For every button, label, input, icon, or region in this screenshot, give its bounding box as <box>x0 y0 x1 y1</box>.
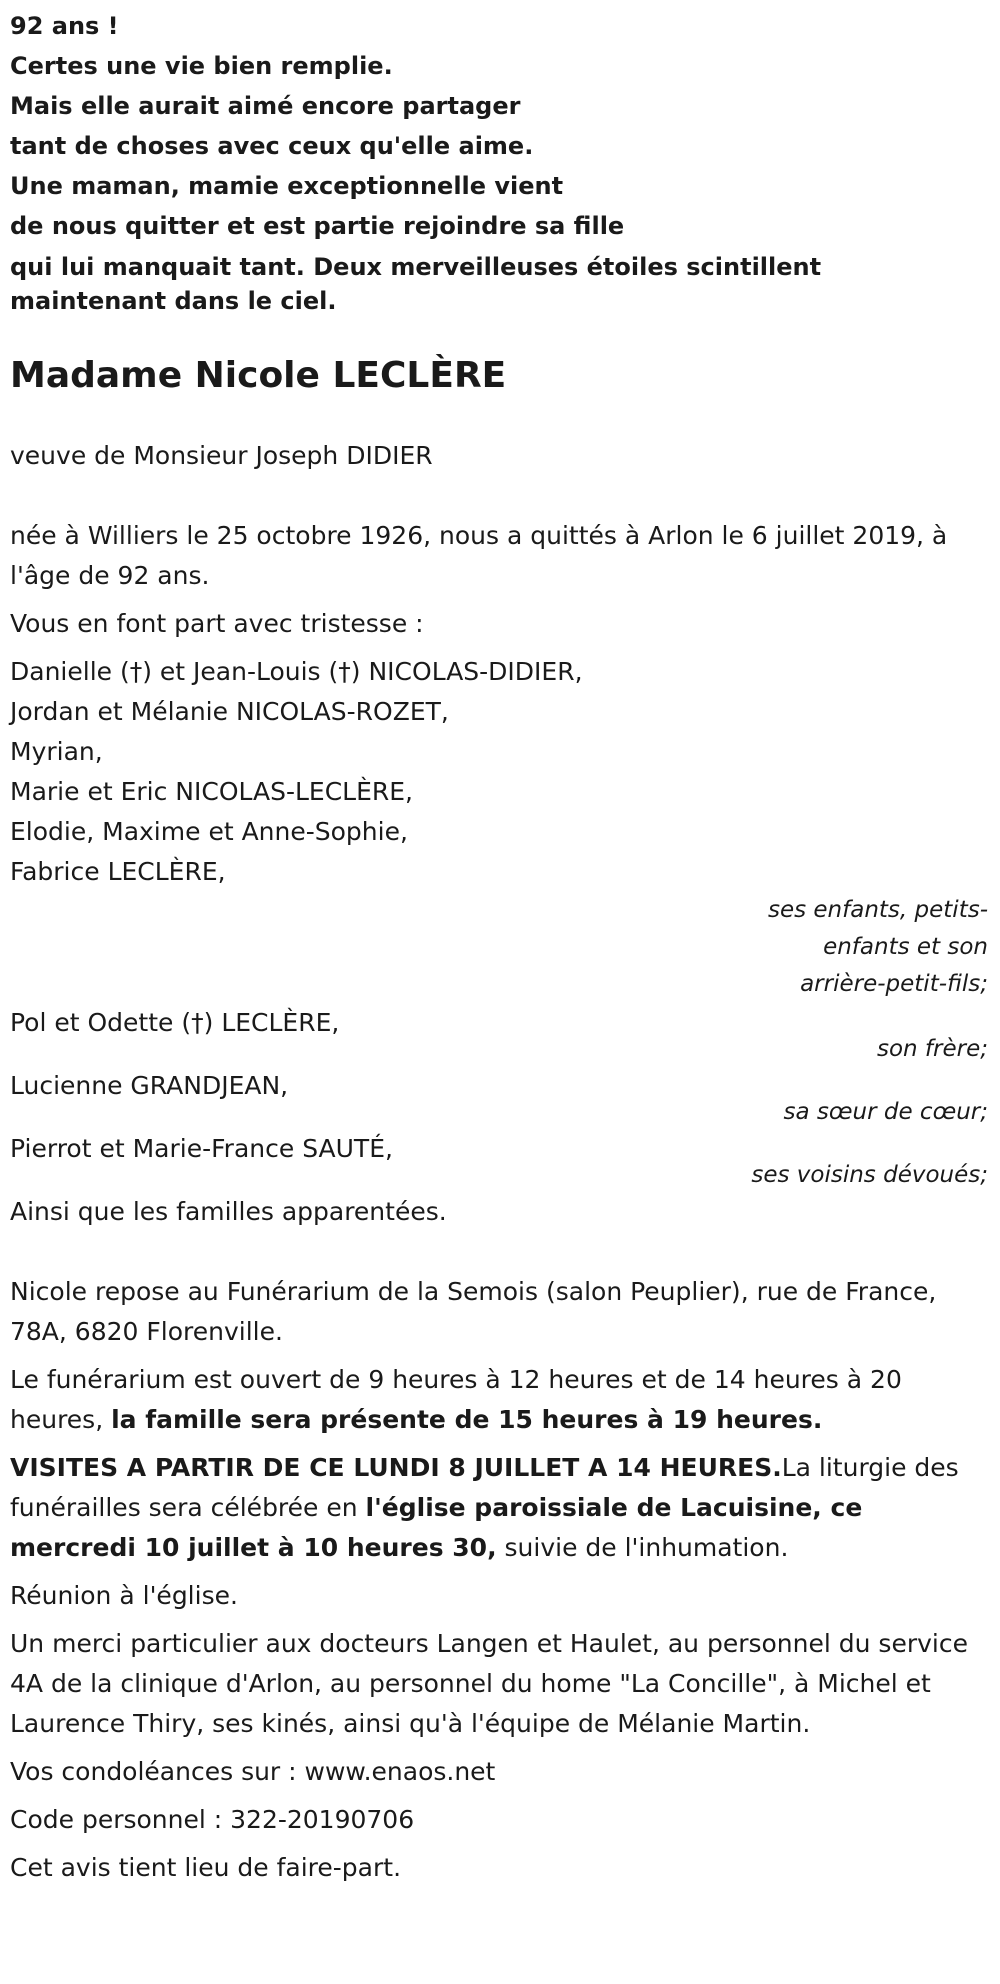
relative-name: Pierrot et Marie-France SAUTÉ, <box>10 1134 393 1163</box>
opening-paragraph <box>10 1360 990 1440</box>
liturgy-bold: l'église paroissiale de Lacuisine, ce mercredi 10 juillet à 10 heures 30, <box>10 1493 863 1562</box>
list-item: Elodie, Maxime et Anne-Sophie, <box>10 817 408 846</box>
widow-line: veuve de Monsieur Joseph DIDIER <box>10 441 433 470</box>
intro-line: qui lui manquait tant. Deux merveilleuses étoiles scintillent <box>10 253 822 281</box>
intro-line: Certes une vie bien remplie. <box>10 52 393 80</box>
reunion-line: Réunion à l'église. <box>10 1581 238 1610</box>
relative-row <box>10 1003 988 1066</box>
relative-row <box>10 1129 988 1192</box>
list-item: Marie et Eric NICOLAS-LECLÈRE, <box>10 777 414 806</box>
relative-role: ses voisins dévoués; <box>751 1162 988 1188</box>
intro-line: maintenant dans le ciel. <box>10 287 337 315</box>
intro-line: Une maman, mamie exceptionnelle vient <box>10 172 564 200</box>
relative-role: son frère; <box>876 1036 988 1062</box>
relative-role: sa sœur de cœur; <box>783 1099 988 1125</box>
children-role <box>10 892 988 1003</box>
list-item: Myrian, <box>10 737 103 766</box>
intro-line: de nous quitter et est partie rejoindre sa fille <box>10 212 625 240</box>
list-item: Danielle (†) et Jean-Louis (†) NICOLAS-DIDIER, <box>10 657 583 686</box>
liturgy-end: suivie de l'inhumation. <box>496 1533 789 1562</box>
thanks-paragraph: Un merci particulier aux docteurs Langen et Haulet, au personnel du service 4A de la clinique d'Arlon, au personnel du home "La Concille", à Michel et Laurence Thiry, ses kinés, ainsi qu'à l'équipe de Mélanie Martin. <box>10 1629 968 1738</box>
list-item: Jordan et Mélanie NICOLAS-ROZET, <box>10 697 449 726</box>
repose-paragraph: Nicole repose au Funérarium de la Semois (salon Peuplier), rue de France, 78A, 6820 Florenville. <box>10 1277 937 1346</box>
families-line: Ainsi que les familles apparentées. <box>10 1197 447 1226</box>
intro-line: tant de choses avec ceux qu'elle aime. <box>10 132 534 160</box>
intro-line: Mais elle aurait aimé encore partager <box>10 92 521 120</box>
funeral-paragraph <box>10 1448 990 1568</box>
liturgy-text: La liturgie des funérailles sera célébrée en <box>10 1453 959 1522</box>
deceased-name: Madame Nicole LECLÈRE <box>10 355 507 396</box>
birth-death-line: née à Williers le 25 octobre 1926, nous a quittés à Arlon le 6 juillet 2019, à l'âge de 92 ans. <box>10 521 948 590</box>
children-list <box>10 652 990 892</box>
intro-verse <box>10 6 990 316</box>
relative-name: Pol et Odette (†) LECLÈRE, <box>10 1008 340 1037</box>
condolences-line: Vos condoléances sur : www.enaos.net <box>10 1757 496 1786</box>
visits-bold: VISITES A PARTIR DE CE LUNDI 8 JUILLET A 14 HEURES. <box>10 1453 782 1482</box>
notice-line: Cet avis tient lieu de faire-part. <box>10 1853 402 1882</box>
list-item: Fabrice LECLÈRE, <box>10 857 226 886</box>
role-line: enfants et son <box>823 934 988 960</box>
relative-name: Lucienne GRANDJEAN, <box>10 1071 289 1100</box>
relative-row <box>10 1066 988 1129</box>
announce-line: Vous en font part avec tristesse : <box>10 609 424 638</box>
opening-text: Le funérarium est ouvert de 9 heures à 12 heures et de 14 heures à 20 heures, <box>10 1365 902 1434</box>
opening-bold: la famille sera présente de 15 heures à 19 heures. <box>111 1405 823 1434</box>
code-line: Code personnel : 322-20190706 <box>10 1805 415 1834</box>
role-line: arrière-petit-fils; <box>800 971 988 997</box>
intro-line: 92 ans ! <box>10 12 119 40</box>
role-line: ses enfants, petits- <box>767 897 988 923</box>
